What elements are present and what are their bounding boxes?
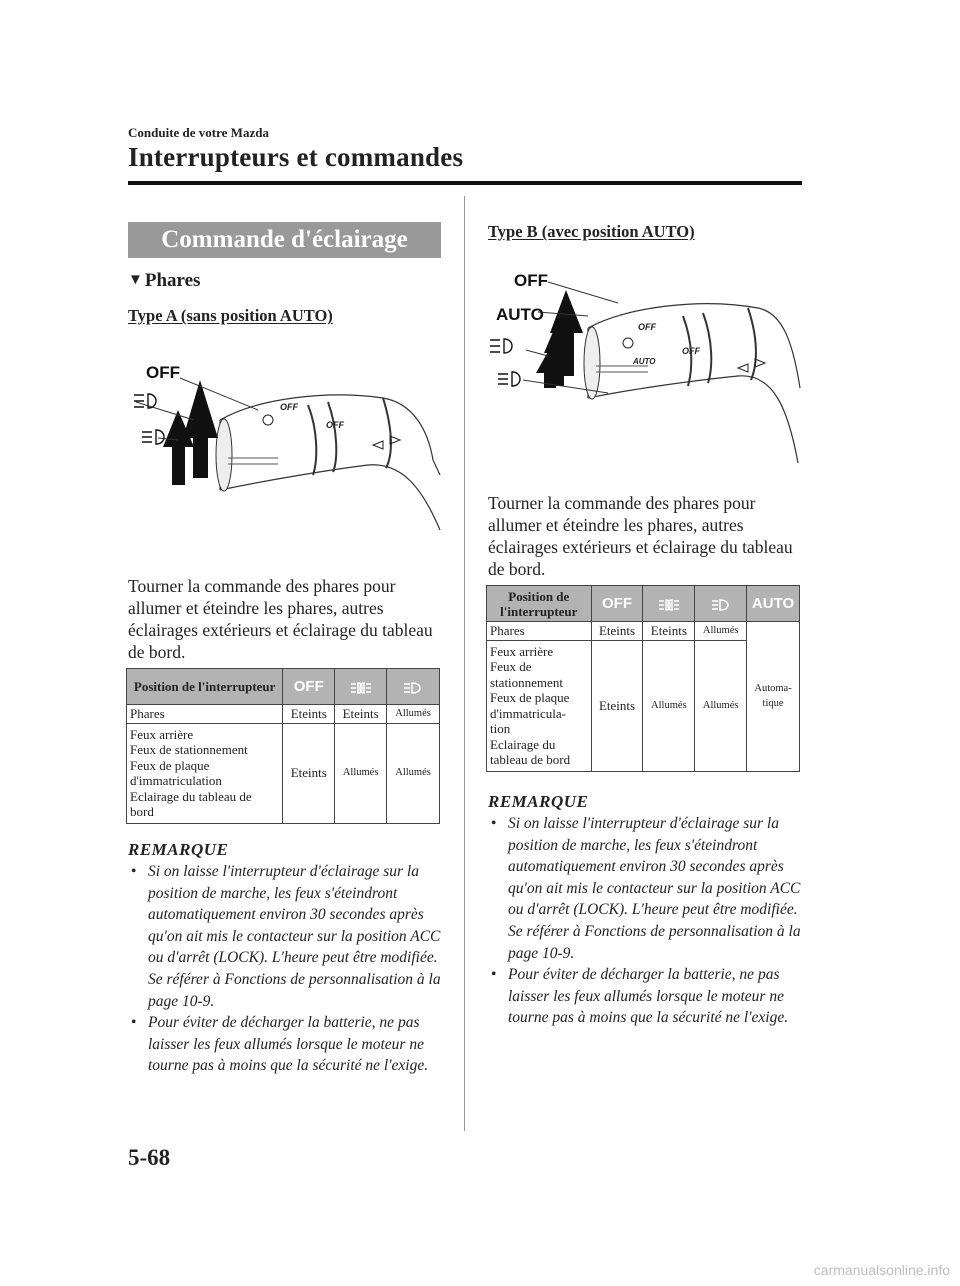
table-header-position: Position de l'interrupteur [487, 586, 592, 622]
header-off: OFF [591, 586, 643, 622]
page-number: 5-68 [128, 1145, 171, 1170]
svg-text:OFF: OFF [638, 322, 656, 332]
type-b-lever-diagram [488, 268, 808, 468]
header-auto: AUTO [747, 586, 800, 622]
type-a-notes [128, 861, 442, 1077]
column-divider [464, 196, 465, 1131]
list-item: • Si on laisse l'interrupteur d'éclairage sur la position de marche, les feux s'éteindront automatiquement environ 30 secondes après qu'on ait mis le contacteur sur la position ACC ou d'arrêt (LOCK). L'heure peut être modifiée. Se référer à Fonctions de personnalisation à la page 10-9. [128, 861, 442, 1012]
type-b-off-label: OFF [514, 271, 548, 290]
type-a-note-heading: REMARQUE [128, 840, 229, 859]
svg-text:OFF: OFF [280, 402, 298, 412]
headlight-icon [695, 586, 747, 622]
svg-text:AUTO: AUTO [633, 357, 656, 366]
svg-text:OFF: OFF [326, 420, 344, 430]
table-header-position: Position de l'interrupteur [127, 669, 283, 705]
table-row: Phares Eteints Eteints Allumés Automa-tique [487, 622, 800, 641]
parking-light-icon [643, 586, 695, 622]
section-banner: Commande d'éclairage [128, 222, 441, 258]
list-item: • Pour éviter de décharger la batterie, ne pas laisser les feux allumés lorsque le moteur ne tourne pas à moins que la sécurité ne l'exige. [128, 1012, 442, 1077]
parking-light-icon [335, 669, 387, 705]
type-a-description: Tourner la commande des phares pour allumer et éteindre les phares, autres éclairages extérieurs et éclairage du tableau de bord. [128, 576, 433, 662]
type-b-switch-table [486, 585, 800, 772]
page-title: Interrupteurs et commandes [128, 142, 464, 172]
type-b-description: Tourner la commande des phares pour allumer et éteindre les phares, autres éclairages extérieurs et éclairage du tableau de bord. [488, 493, 793, 579]
table-row: Feux arrière Feux de stationnement Feux de plaque d'immatricula- tion Eclairage du tableau de bord Eteints Allumés Allumés [487, 640, 800, 771]
chapter-label: Conduite de votre Mazda [128, 125, 269, 140]
title-rule [128, 181, 802, 185]
type-a-switch-table [126, 668, 440, 824]
type-a-lever-diagram [128, 350, 448, 540]
triangle-bullet-icon: ▼ [128, 272, 143, 288]
type-b-notes [488, 813, 802, 1029]
table-row: Phares Eteints Eteints Allumés [127, 705, 440, 724]
table-row: Feux arrière Feux de stationnement Feux de plaque d'immatriculation Eclairage du tableau de bord Eteints Allumés Allumés [127, 723, 440, 823]
list-item: • Si on laisse l'interrupteur d'éclairage sur la position de marche, les feux s'éteindront automatiquement environ 30 secondes après qu'on ait mis le contacteur sur la position ACC ou d'arrêt (LOCK). L'heure peut être modifiée. Se référer à Fonctions de personnalisation à la page 10-9. [488, 813, 802, 964]
type-b-note-heading: REMARQUE [488, 792, 589, 811]
type-a-off-label: OFF [146, 363, 180, 382]
subheading-phares: ▼ Phares [128, 270, 201, 291]
type-a-heading: Type A (sans position AUTO) [128, 306, 333, 325]
header-off: OFF [283, 669, 335, 705]
headlight-icon [387, 669, 440, 705]
type-b-heading: Type B (avec position AUTO) [488, 222, 695, 241]
type-b-auto-label: AUTO [496, 305, 544, 324]
watermark: carmanualsonline.info [813, 1262, 950, 1278]
svg-text:OFF: OFF [682, 346, 700, 356]
list-item: • Pour éviter de décharger la batterie, ne pas laisser les feux allumés lorsque le moteur ne tourne pas à moins que la sécurité ne l'exige. [488, 964, 802, 1029]
